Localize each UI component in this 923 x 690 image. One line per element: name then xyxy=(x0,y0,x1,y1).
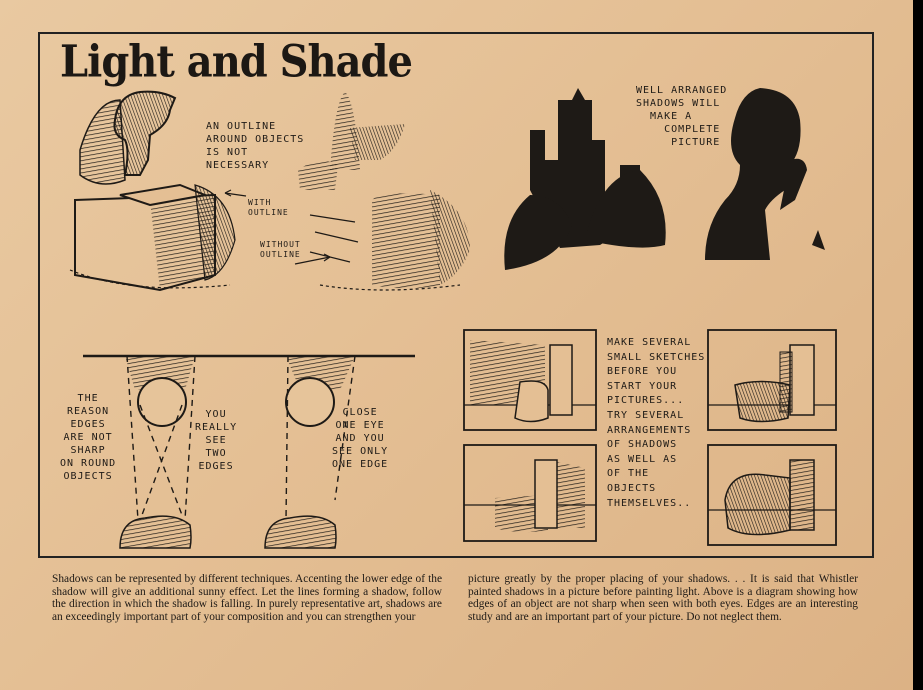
caption-right: picture greatly by the proper placing of your shadows. . . It is said that Whistler painted shadows in a picture before painting light. Above is a diagram showing how edges of an object are not sharp when seen with both eyes. Edges are an interesting study and are an important part of your picture. Do not neglect them. xyxy=(468,573,858,623)
page-title: Light and Shade xyxy=(60,36,412,88)
sketch-1 xyxy=(464,330,596,430)
note-outline-not-necessary: AN OUTLINE AROUND OBJECTS IS NOT NECESSARY xyxy=(206,121,305,171)
urn-without-outline-sketch xyxy=(298,92,470,290)
note-without-outline: WITHOUT OUTLINE xyxy=(260,240,301,259)
note-reason-edges: THE REASON EDGES ARE NOT SHARP ON ROUND OBJECTS xyxy=(60,393,117,482)
note-well-arranged: WELL ARRANGED SHADOWS WILL MAKE A COMPLETE PICTURE xyxy=(636,85,728,148)
sketch-4 xyxy=(708,445,836,545)
note-close-one-eye: CLOSE ONE EYE AND YOU SEE ONLY ONE EDGE xyxy=(332,407,389,470)
sketch-2 xyxy=(708,330,836,430)
note-you-really-see: YOU REALLY SEE TWO EDGES xyxy=(195,409,238,472)
sketch-3 xyxy=(464,445,596,541)
caption-left: Shadows can be represented by different techniques. Accenting the lower edge of the shadow will give an additional sunny effect. Let the lines forming a shadow, follow the direction in which the shadow is falling. In purely representative art, shadows are an exceedingly important part of your composition and you can strengthen your xyxy=(52,573,442,623)
note-make-sketches: MAKE SEVERAL SMALL SKETCHES BEFORE YOU START YOUR PICTURES... TRY SEVERAL ARRANGEMENTS OF SHADOWS AS WELL AS OF THE OBJECTS THEMSELVES.. xyxy=(607,337,706,509)
note-with-outline: WITH OUTLINE xyxy=(248,198,289,217)
